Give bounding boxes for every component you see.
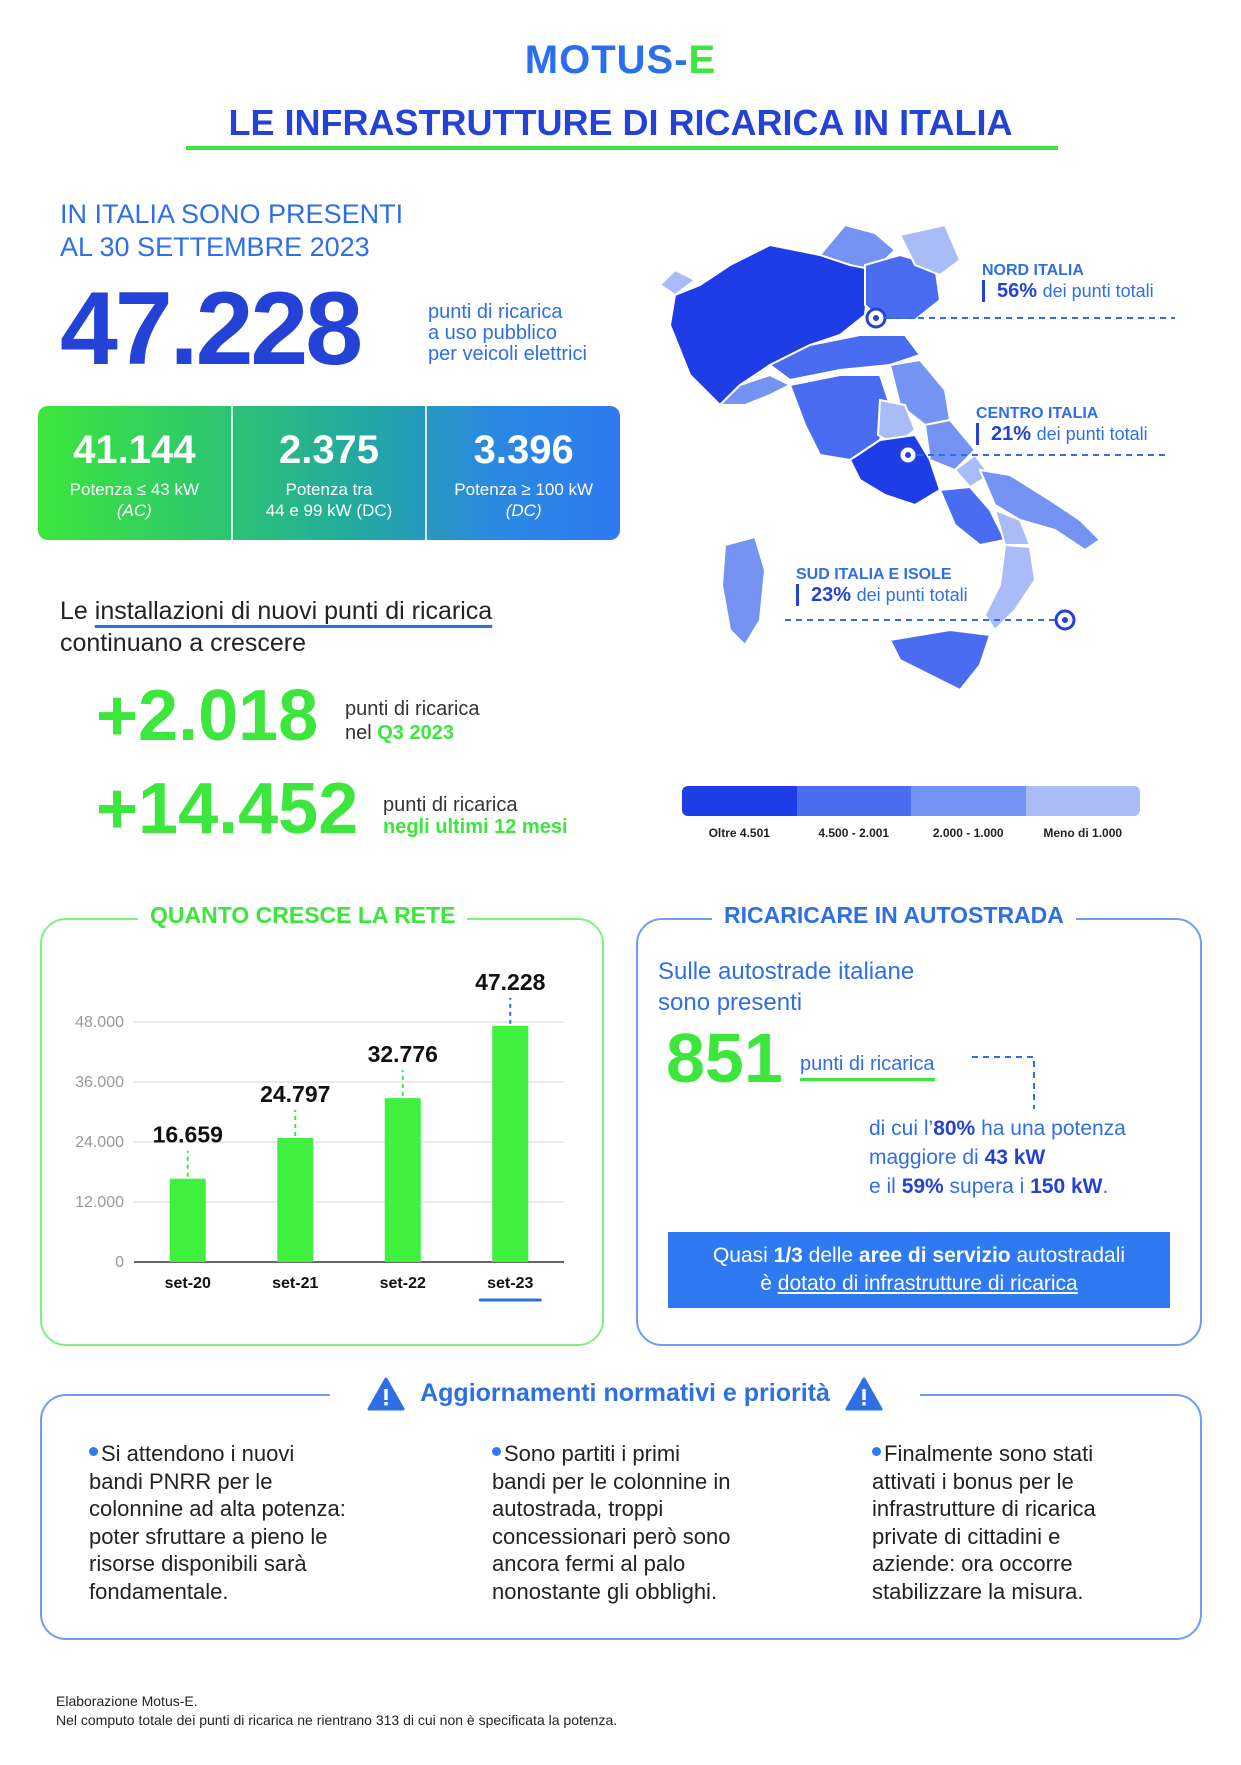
stat-dc-high bbox=[427, 406, 620, 540]
growth-text: Le installazioni di nuovi punti di ricarica continuano a crescere bbox=[60, 597, 493, 657]
region-sardegna bbox=[722, 537, 765, 645]
legend-label: Oltre 4.501 bbox=[708, 826, 770, 840]
legend-label: 4.500 - 2.001 bbox=[818, 826, 890, 840]
region-sicilia bbox=[890, 630, 990, 690]
update-item-autostrada: Sono partiti i primi bandi per le colonnine in autostrada, troppi concessionari però sono ancora fermi al palo nonostante gli obblighi. bbox=[492, 1441, 731, 1604]
warning-icon bbox=[367, 1377, 405, 1411]
page-title: LE INFRASTRUTTURE DI RICARICA IN ITALIA bbox=[228, 102, 1013, 143]
south-name: SUD ITALIA E ISOLE bbox=[796, 566, 952, 583]
north-label bbox=[982, 262, 1154, 303]
title-underline bbox=[186, 146, 1058, 150]
growth-chart-title: QUANTO CRESCE LA RETE bbox=[138, 902, 467, 929]
stat-value: 2.375 bbox=[278, 428, 380, 472]
total-caption bbox=[428, 302, 587, 365]
year-growth-value: +14.452 bbox=[96, 769, 359, 849]
x-tick-label: set-21 bbox=[272, 1275, 319, 1292]
footer-note bbox=[56, 1692, 617, 1730]
year-growth-caption: punti di ricarica negli ultimi 12 mesi bbox=[383, 794, 568, 838]
y-tick-label: 36.000 bbox=[75, 1074, 124, 1091]
map-legend-bar bbox=[682, 786, 1140, 816]
total-caption-line1: punti di ricarica bbox=[428, 301, 563, 323]
south-label bbox=[796, 566, 968, 607]
y-tick-label: 12.000 bbox=[75, 1194, 124, 1211]
y-tick-label: 48.000 bbox=[75, 1014, 124, 1031]
north-value: 56% dei punti totali bbox=[982, 280, 1154, 303]
value-label: 24.797 bbox=[260, 1081, 331, 1108]
value-label: 32.776 bbox=[367, 1041, 438, 1068]
stat-value: 3.396 bbox=[473, 428, 574, 472]
north-name: NORD ITALIA bbox=[982, 262, 1084, 279]
stat-value: 41.144 bbox=[73, 428, 196, 472]
logo-text: MOTUS- bbox=[524, 38, 689, 82]
bar-set-21 bbox=[277, 1138, 313, 1262]
hero-intro-line2: AL 30 SETTEMBRE 2023 bbox=[60, 232, 370, 262]
logo-e: E bbox=[688, 38, 717, 82]
updates-title-row bbox=[330, 1377, 920, 1411]
center-value: 21% dei punti totali bbox=[976, 423, 1148, 446]
update-item-pnrr: Si attendono i nuovi bandi PNRR per le colonnine ad alta potenza: poter sfruttare a pieno le risorse disponibili sarà fondamentale. bbox=[89, 1441, 346, 1604]
autostrada-count-caption: punti di ricarica bbox=[800, 1053, 935, 1081]
service-areas-banner: Quasi 1/3 delle aree di servizio autostradali è dotato di infrastrutture di ricarica bbox=[668, 1232, 1170, 1308]
bullet-dot bbox=[492, 1447, 501, 1456]
italy-map bbox=[660, 225, 1180, 765]
autostrada-detail: di cui l’80% ha una potenza maggiore di 43 kW e il 59% supera i 150 kW. bbox=[869, 1117, 1126, 1198]
center-label bbox=[976, 405, 1148, 446]
legend-label: Meno di 1.000 bbox=[1043, 826, 1123, 840]
stat-label: Potenza ≥ 100 kW (DC) bbox=[454, 480, 594, 520]
legend-swatch-1 bbox=[797, 786, 912, 816]
q3-growth-caption: punti di ricarica nel Q3 2023 bbox=[345, 698, 480, 744]
footer-line1: Elaborazione Motus-E. bbox=[56, 1693, 198, 1709]
x-tick-label: set-23 bbox=[487, 1275, 534, 1292]
growth-bar-chart bbox=[52, 960, 592, 1320]
stat-dc-mid bbox=[233, 406, 428, 540]
bullet-dot bbox=[872, 1447, 881, 1456]
map-legend-labels bbox=[682, 826, 1140, 840]
region-calabria bbox=[985, 545, 1035, 630]
y-tick-label: 0 bbox=[115, 1254, 124, 1271]
hero-intro bbox=[60, 198, 403, 264]
stat-label: Potenza tra 44 e 99 kW (DC) bbox=[265, 480, 393, 520]
growth-underlined: installazioni di nuovi punti di ricarica bbox=[94, 597, 493, 625]
value-label: 16.659 bbox=[152, 1121, 223, 1148]
bullet-dot bbox=[89, 1447, 98, 1456]
bar-set-20 bbox=[170, 1179, 206, 1262]
total-charging-points: 47.228 bbox=[60, 271, 361, 387]
legend-swatch-3 bbox=[1026, 786, 1141, 816]
legend-swatch-0 bbox=[682, 786, 797, 816]
footer-line2: Nel computo totale dei punti di ricarica ne rientrano 313 di cui non è specificata la potenza. bbox=[56, 1712, 618, 1728]
bar-set-23 bbox=[492, 1026, 528, 1262]
south-value: 23% dei punti totali bbox=[796, 584, 968, 607]
legend-swatch-2 bbox=[911, 786, 1026, 816]
total-caption-line3: per veicoli elettrici bbox=[428, 343, 587, 365]
x-tick-label: set-22 bbox=[379, 1275, 426, 1292]
warning-icon bbox=[845, 1377, 883, 1411]
y-tick-label: 24.000 bbox=[75, 1134, 124, 1151]
x-tick-label: set-20 bbox=[164, 1275, 211, 1292]
stat-label: Potenza ≤ 43 kW (AC) bbox=[69, 480, 199, 520]
logo bbox=[0, 38, 1241, 83]
hero-intro-line1: IN ITALIA SONO PRESENTI bbox=[60, 199, 404, 229]
legend-label: 2.000 - 1.000 bbox=[932, 826, 1004, 840]
autostrada-title: RICARICARE IN AUTOSTRADA bbox=[712, 902, 1076, 929]
autostrada-connector bbox=[970, 1055, 1040, 1111]
stat-ac bbox=[38, 406, 233, 540]
value-label: 47.228 bbox=[475, 968, 546, 995]
marker-south bbox=[785, 611, 1074, 629]
power-stats-box bbox=[38, 406, 620, 540]
updates-title: Aggiornamenti normativi e priorità bbox=[420, 1378, 830, 1407]
center-name: CENTRO ITALIA bbox=[976, 405, 1099, 422]
update-item-bonus: Finalmente sono stati attivati i bonus per le infrastrutture di ricarica private di cittadini e aziende: ora occorre stabilizzare la misura. bbox=[872, 1441, 1096, 1604]
autostrada-intro: Sulle autostrade italiane sono presenti bbox=[658, 958, 915, 1016]
total-caption-line2: a uso pubblico bbox=[428, 322, 557, 344]
bar-set-22 bbox=[385, 1098, 421, 1262]
q3-growth-value: +2.018 bbox=[96, 676, 319, 756]
autostrada-count: 851 bbox=[666, 1019, 783, 1097]
